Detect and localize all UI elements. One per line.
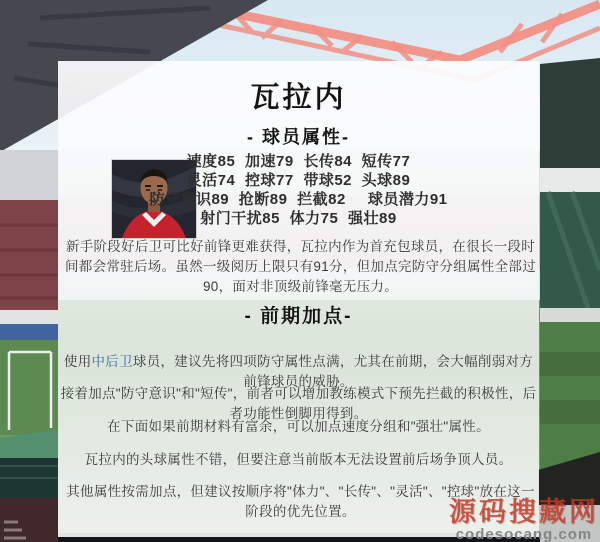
tip-paragraph-heading: 瓦拉内的头球属性不错，但要注意当前版本无法设置前后场争顶人员。 xyxy=(84,452,513,467)
article-card xyxy=(58,61,539,537)
tip-paragraph-awareness: 接着加点"防守意识"和"短传"，前者可以增加教练模式下预先拦截的积极性，后者功能性倒脚用得到。 xyxy=(60,386,537,421)
attribute-row-3-defense: 防守意识89 抢断89 拦截82 xyxy=(149,191,346,208)
intro-paragraph: 新手阶段好后卫可比好前锋更难获得，瓦拉内作为首充包球员，在很长一段时间都会常驻后场。虽然一级阅历上限只有91分，但加点完防守分组属性全部过90，面对非顶级前锋毫无压力。 xyxy=(64,239,536,294)
tip-p2-suffix: 球员，建议先将四项防守属性点满，尤其在前期，会大幅削弱对方前锋球员的威胁。 xyxy=(132,354,534,389)
center-back-link[interactable]: 中后卫 xyxy=(91,354,133,369)
player-potential-value: 球员潜力91 xyxy=(367,191,448,208)
section-heading-player-attributes: - 球员属性- xyxy=(247,127,350,147)
attribute-row-4: 射门干扰85 体力75 强壮89 xyxy=(200,210,397,227)
attribute-row-3 xyxy=(58,190,539,209)
tip-paragraph-speed-strength: 在下面如果前期材料有富余，可以加点速度分组和"强壮"属性。 xyxy=(107,419,490,434)
page-title: 瓦拉内 xyxy=(250,82,347,114)
section-heading-early-points: - 前期加点- xyxy=(244,306,353,327)
tip-paragraph-priority: 其他属性按需加点，但建议按顺序将"体力"、"长传"、"灵活"、"控球"放在这一阶段的优先位置。 xyxy=(66,484,535,519)
attribute-row-2: 灵活74 控球77 带球52 头球89 xyxy=(186,172,411,189)
tip-p2-prefix: 使用 xyxy=(63,354,92,369)
watermark-site-url: codesocang.com xyxy=(455,526,593,542)
watermark-site-name: 源码搜藏网 xyxy=(449,497,599,527)
attribute-row-1: 速度85 加速79 长传84 短传77 xyxy=(186,153,411,170)
attribute-table xyxy=(58,152,539,228)
